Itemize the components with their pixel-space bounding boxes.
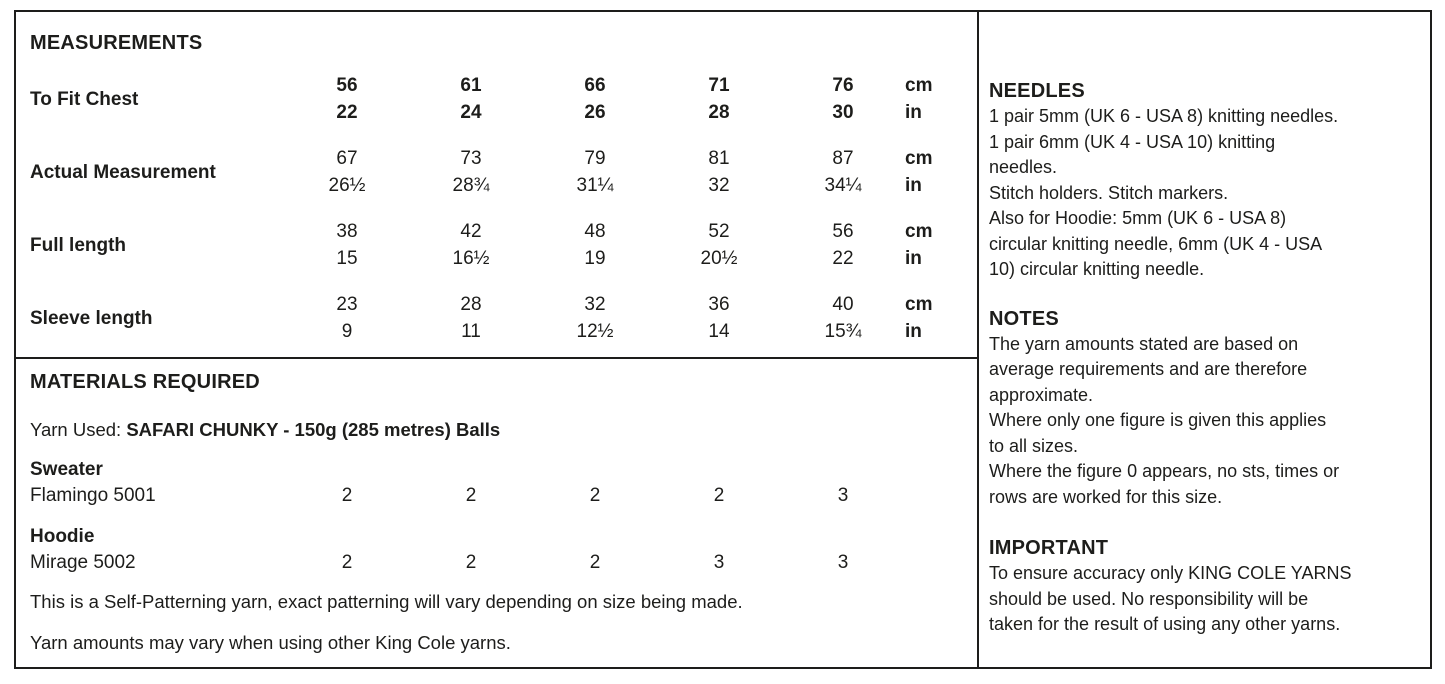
notes-title: NOTES xyxy=(989,307,1059,330)
unit-cm-label: cm xyxy=(905,294,933,315)
yarn-colour-name: Flamingo 5001 xyxy=(30,485,156,506)
size-value-cell xyxy=(533,291,657,345)
size-value-cell xyxy=(781,291,905,345)
needles-text-line: Stitch holders. Stitch markers. xyxy=(989,182,1229,203)
measurements-title: MEASUREMENTS xyxy=(30,32,203,54)
in-value: 24 xyxy=(460,102,482,123)
cm-value: 61 xyxy=(460,75,482,96)
notes-text-line: The yarn amounts stated are based on xyxy=(989,333,1299,354)
notes-text-line: Where only one figure is given this applies xyxy=(989,410,1327,430)
important-text-line: should be used. No responsibility will be xyxy=(989,588,1309,609)
notes-text-line: rows are worked for this size. xyxy=(989,486,1223,507)
ball-quantity: 2 xyxy=(589,552,601,573)
notes-text-line: Where the figure 0 appears, no sts, times or xyxy=(989,461,1340,481)
materials-group-sweater xyxy=(30,457,977,509)
in-value: 16½ xyxy=(452,248,490,269)
in-value: 28¾ xyxy=(452,175,490,196)
size-value-cell xyxy=(409,291,533,345)
in-value: 22 xyxy=(832,248,854,269)
size-value-cell xyxy=(533,72,657,126)
right-column xyxy=(979,12,1430,667)
in-value: 15¾ xyxy=(824,321,862,342)
in-value: 14 xyxy=(708,321,730,342)
size-value-cell xyxy=(657,145,781,199)
important-section xyxy=(989,535,1424,638)
size-value-cell xyxy=(409,218,533,272)
size-value-cell xyxy=(285,145,409,199)
notes-text-line: approximate. xyxy=(989,384,1094,405)
cm-value: 52 xyxy=(708,221,730,242)
size-value-cell xyxy=(409,145,533,199)
notes-text-line: average requirements and are therefore xyxy=(989,359,1308,379)
notes-section xyxy=(989,306,1424,511)
unit-cell xyxy=(905,291,965,345)
cm-value: 36 xyxy=(708,294,730,315)
row-label: Sleeve length xyxy=(30,307,153,329)
cm-value: 66 xyxy=(584,75,606,96)
needles-text-line: Also for Hoodie: 5mm (UK 6 - USA 8) xyxy=(989,208,1287,228)
measurements-section xyxy=(16,12,977,359)
yarn-amounts-note: Yarn amounts may vary when using other King Cole yarns. xyxy=(30,632,511,653)
ball-quantity: 2 xyxy=(341,485,353,506)
in-value: 12½ xyxy=(576,321,614,342)
cm-value: 48 xyxy=(584,221,606,242)
cm-value: 23 xyxy=(336,294,358,315)
needles-text-line: 1 pair 6mm (UK 4 - USA 10) knitting xyxy=(989,131,1276,152)
materials-section xyxy=(16,359,977,667)
cm-value: 81 xyxy=(708,148,730,169)
cm-value: 87 xyxy=(832,148,854,169)
size-value-cell xyxy=(657,291,781,345)
in-value: 26½ xyxy=(328,175,366,196)
cm-value: 38 xyxy=(336,221,358,242)
cm-value: 56 xyxy=(336,75,358,96)
materials-row xyxy=(30,550,977,576)
needles-section xyxy=(989,78,1424,283)
cm-value: 76 xyxy=(832,75,854,96)
group-name: Sweater xyxy=(30,459,103,480)
unit-cm-label: cm xyxy=(905,148,933,169)
in-value: 26 xyxy=(584,102,606,123)
materials-row xyxy=(30,483,977,509)
cm-value: 42 xyxy=(460,221,482,242)
important-text-line: taken for the result of using any other yarns. xyxy=(989,614,1341,634)
ball-quantity: 2 xyxy=(341,552,353,573)
size-value-cell xyxy=(409,72,533,126)
size-value-cell xyxy=(533,145,657,199)
unit-in-label: in xyxy=(905,248,922,269)
important-title: IMPORTANT xyxy=(989,537,1109,559)
in-value: 11 xyxy=(461,321,481,342)
in-value: 22 xyxy=(336,102,358,123)
ball-quantity: 2 xyxy=(713,485,725,506)
in-value: 32 xyxy=(708,175,730,196)
size-value-cell xyxy=(285,72,409,126)
unit-cell xyxy=(905,72,965,126)
notes-text-line: to all sizes. xyxy=(989,435,1079,456)
unit-in-label: in xyxy=(905,321,922,342)
materials-title: MATERIALS REQUIRED xyxy=(30,371,260,393)
size-value-cell xyxy=(781,218,905,272)
in-value: 19 xyxy=(584,248,606,269)
cm-value: 71 xyxy=(708,75,730,96)
unit-in-label: in xyxy=(905,175,922,196)
in-value: 34¼ xyxy=(824,175,862,196)
cm-value: 73 xyxy=(460,148,482,169)
unit-cm-label: cm xyxy=(905,221,933,242)
table-row-sleeve-length xyxy=(30,291,977,345)
cm-value: 79 xyxy=(584,148,606,169)
important-text-line: To ensure accuracy only KING COLE YARNS xyxy=(989,563,1352,583)
yarn-colour-name: Mirage 5002 xyxy=(30,552,136,573)
cm-value: 40 xyxy=(832,294,854,315)
measurements-table xyxy=(30,72,977,345)
needles-text-line: circular knitting needle, 6mm (UK 4 - USA xyxy=(989,233,1323,254)
needles-text-line: 10) circular knitting needle. xyxy=(989,259,1205,279)
needles-title: NEEDLES xyxy=(989,80,1085,102)
size-value-cell xyxy=(781,145,905,199)
unit-cell xyxy=(905,145,965,199)
in-value: 15 xyxy=(336,248,358,269)
cm-value: 67 xyxy=(336,148,358,169)
in-value: 20½ xyxy=(700,248,738,269)
ball-quantity: 3 xyxy=(837,552,849,573)
size-value-cell xyxy=(657,218,781,272)
ball-quantity: 2 xyxy=(465,552,477,573)
group-name: Hoodie xyxy=(30,526,95,547)
cm-value: 56 xyxy=(832,221,854,242)
left-column xyxy=(16,12,979,667)
ball-quantity: 3 xyxy=(837,485,849,506)
table-row-actual-measurement xyxy=(30,145,977,199)
size-value-cell xyxy=(285,218,409,272)
table-row-to-fit-chest xyxy=(30,72,977,126)
in-value: 30 xyxy=(832,102,854,123)
yarn-used-value: SAFARI CHUNKY - 150g (285 metres) Balls xyxy=(126,419,501,440)
unit-cm-label: cm xyxy=(905,75,933,96)
size-value-cell xyxy=(657,72,781,126)
row-label: Full length xyxy=(30,234,127,256)
in-value: 28 xyxy=(708,102,730,123)
self-patterning-note: This is a Self-Patterning yarn, exact patterning will vary depending on size being made. xyxy=(30,591,743,612)
size-value-cell xyxy=(781,72,905,126)
cm-value: 28 xyxy=(460,294,482,315)
size-value-cell xyxy=(285,291,409,345)
ball-quantity: 2 xyxy=(589,485,601,506)
in-value: 9 xyxy=(341,321,353,342)
row-label: Actual Measurement xyxy=(30,161,216,183)
materials-group-hoodie xyxy=(30,524,977,576)
yarn-used-line xyxy=(30,417,977,443)
pattern-info-frame xyxy=(14,10,1432,669)
unit-cell xyxy=(905,218,965,272)
row-label: To Fit Chest xyxy=(30,88,139,110)
in-value: 31¼ xyxy=(576,175,614,196)
yarn-used-label: Yarn Used: xyxy=(30,419,122,440)
table-row-full-length xyxy=(30,218,977,272)
cm-value: 32 xyxy=(584,294,606,315)
unit-in-label: in xyxy=(905,102,922,123)
needles-text-line: needles. xyxy=(989,157,1058,177)
ball-quantity: 2 xyxy=(465,485,477,506)
size-value-cell xyxy=(533,218,657,272)
needles-text-line: 1 pair 5mm (UK 6 - USA 8) knitting needles. xyxy=(989,106,1339,126)
ball-quantity: 3 xyxy=(713,552,725,573)
